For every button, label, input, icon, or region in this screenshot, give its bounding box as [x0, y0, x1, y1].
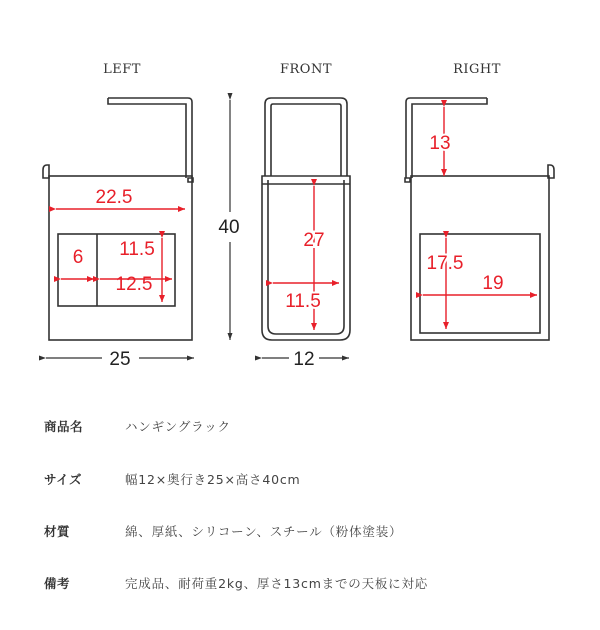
spec-row-material: [44, 522, 564, 544]
view-label-right: RIGHT: [453, 62, 501, 77]
view-label-left: LEFT: [103, 62, 141, 77]
spec-row-notes: [44, 574, 564, 596]
dim-left-overall-width: 25: [109, 349, 131, 370]
spec-row-product-name: [44, 417, 564, 439]
dim-right-pocket-height: 17.5: [426, 253, 464, 274]
spec-label: 商品名: [44, 419, 84, 434]
dim-front-overall-width: 12: [293, 349, 315, 370]
view-label-front: FRONT: [279, 62, 333, 77]
left-pocket: [58, 234, 175, 306]
spec-value: 完成品、耐荷重2kg、厚さ13cmまでの天板に対応: [125, 576, 429, 591]
spec-value: 幅12×奥行き25×高さ40cm: [125, 472, 301, 487]
dim-front-inner-depth: 11.5: [285, 291, 321, 312]
dim-front-inner-height: 27: [303, 230, 325, 251]
right-view: [405, 98, 554, 340]
spec-label: 備考: [44, 576, 71, 591]
spec-value: ハンギングラック: [125, 419, 231, 434]
front-frame-outer: [265, 98, 347, 176]
spec-row-size: [44, 470, 564, 492]
right-pocket: [420, 234, 540, 333]
spec-label: サイズ: [44, 472, 83, 487]
right-side-tab-left: [405, 178, 410, 182]
dim-right-hook-height: 13: [429, 133, 451, 154]
dim-left-inner-width: 22.5: [95, 187, 133, 208]
spec-label: 材質: [44, 524, 71, 539]
dim-left-pocket-width2: 12.5: [115, 274, 153, 295]
dim-overall-height: 40: [218, 217, 240, 238]
left-hook: [108, 98, 192, 178]
dim-left-pocket-width: 6: [72, 247, 84, 268]
dim-right-pocket-width: 19: [482, 273, 504, 294]
dim-left-pocket-height: 11.5: [119, 239, 155, 260]
left-view: [43, 98, 193, 340]
front-frame-inner: [271, 104, 341, 176]
spec-value: 綿、厚紙、シリコーン、スチール（粉体塗装）: [125, 524, 403, 539]
front-body: [262, 176, 350, 340]
left-side-tab: [43, 165, 49, 178]
